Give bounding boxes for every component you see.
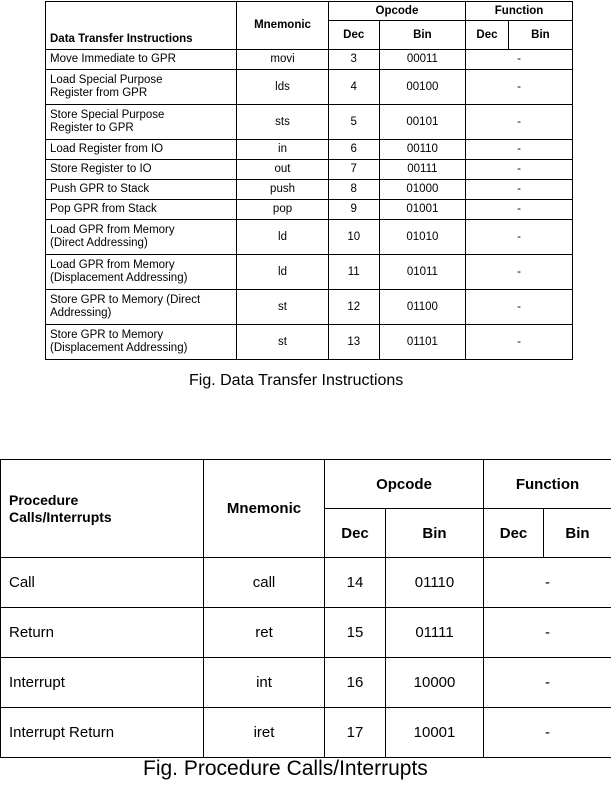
figure-caption-procedure-calls: Fig. Procedure Calls/Interrupts	[143, 757, 428, 780]
mnemonic-cell: st	[237, 290, 329, 325]
function-cell: -	[466, 255, 573, 290]
table-row	[46, 200, 573, 220]
function-cell: -	[484, 558, 611, 608]
opcode-dec-cell: 11	[328, 255, 379, 290]
column-header-function-bin: Bin	[544, 509, 611, 558]
column-header-function-dec: Dec	[484, 509, 544, 558]
table-header-row	[1, 460, 611, 509]
mnemonic-cell: pop	[237, 200, 329, 220]
instruction-name-cell	[46, 140, 237, 160]
instruction-name-line: (Direct Addressing)	[50, 237, 148, 249]
column-header-mnemonic: Mnemonic	[237, 2, 329, 50]
opcode-dec-cell: 9	[328, 200, 379, 220]
column-header-opcode-bin: Bin	[379, 21, 465, 50]
column-header-instruction: Data Transfer Instructions	[46, 2, 237, 50]
instruction-name-cell: Interrupt Return	[1, 708, 204, 758]
column-header-function: Function	[484, 460, 611, 509]
function-cell: -	[466, 180, 573, 200]
mnemonic-cell: movi	[237, 50, 329, 70]
function-cell: -	[466, 105, 573, 140]
opcode-bin-cell: 01101	[379, 325, 465, 360]
opcode-bin-cell: 01110	[386, 558, 484, 608]
function-cell: -	[484, 708, 611, 758]
table-row	[1, 658, 611, 708]
table-row	[46, 220, 573, 255]
opcode-dec-cell: 5	[328, 105, 379, 140]
table-row	[46, 70, 573, 105]
function-cell: -	[484, 658, 611, 708]
table-row	[46, 50, 573, 70]
opcode-bin-cell: 01010	[379, 220, 465, 255]
opcode-bin-cell: 01100	[379, 290, 465, 325]
opcode-dec-cell: 16	[325, 658, 386, 708]
opcode-dec-cell: 7	[328, 160, 379, 180]
instruction-name-line: (Displacement Addressing)	[50, 342, 188, 354]
mnemonic-cell: ld	[237, 220, 329, 255]
function-cell: -	[466, 290, 573, 325]
opcode-bin-cell: 00111	[379, 160, 465, 180]
table-row	[46, 325, 573, 360]
column-header-opcode-bin: Bin	[386, 509, 484, 558]
instruction-name-cell: Interrupt	[1, 658, 204, 708]
table-row	[1, 708, 611, 758]
mnemonic-cell: push	[237, 180, 329, 200]
instruction-name-cell	[46, 70, 237, 105]
function-cell: -	[466, 160, 573, 180]
mnemonic-cell: lds	[237, 70, 329, 105]
opcode-bin-cell: 10001	[386, 708, 484, 758]
function-cell: -	[466, 220, 573, 255]
column-header-opcode: Opcode	[328, 2, 465, 21]
function-cell: -	[484, 608, 611, 658]
opcode-bin-cell: 00101	[379, 105, 465, 140]
opcode-dec-cell: 8	[328, 180, 379, 200]
instruction-name-line: Store Special Purpose	[50, 109, 165, 121]
opcode-dec-cell: 3	[328, 50, 379, 70]
instruction-name-cell	[46, 50, 237, 70]
instruction-name-cell	[46, 105, 237, 140]
table-row	[46, 180, 573, 200]
column-header-opcode-dec: Dec	[325, 509, 386, 558]
opcode-dec-cell: 12	[328, 290, 379, 325]
instruction-name-line: Addressing)	[50, 307, 112, 319]
opcode-dec-cell: 17	[325, 708, 386, 758]
instruction-name-line: Store Register to IO	[50, 163, 152, 175]
mnemonic-cell: iret	[204, 708, 325, 758]
table-row	[46, 255, 573, 290]
column-header-opcode-dec: Dec	[328, 21, 379, 50]
instruction-name-line: Pop GPR from Stack	[50, 203, 157, 215]
opcode-dec-cell: 6	[328, 140, 379, 160]
mnemonic-cell: st	[237, 325, 329, 360]
opcode-dec-cell: 13	[328, 325, 379, 360]
column-header-function-dec: Dec	[466, 21, 509, 50]
mnemonic-cell: ld	[237, 255, 329, 290]
instruction-name-cell	[46, 220, 237, 255]
mnemonic-cell: out	[237, 160, 329, 180]
data-transfer-table	[45, 1, 573, 360]
opcode-dec-cell: 4	[328, 70, 379, 105]
mnemonic-cell: int	[204, 658, 325, 708]
instruction-name-line: Load GPR from Memory	[50, 224, 175, 236]
mnemonic-cell: ret	[204, 608, 325, 658]
mnemonic-cell: in	[237, 140, 329, 160]
opcode-bin-cell: 10000	[386, 658, 484, 708]
procedure-calls-table	[0, 459, 611, 758]
opcode-bin-cell: 01001	[379, 200, 465, 220]
instruction-name-line: (Displacement Addressing)	[50, 272, 188, 284]
function-cell: -	[466, 325, 573, 360]
opcode-bin-cell: 01011	[379, 255, 465, 290]
figure-caption-data-transfer: Fig. Data Transfer Instructions	[189, 372, 404, 389]
function-cell: -	[466, 70, 573, 105]
mnemonic-cell: sts	[237, 105, 329, 140]
opcode-dec-cell: 10	[328, 220, 379, 255]
opcode-bin-cell: 00100	[379, 70, 465, 105]
instruction-name-cell: Return	[1, 608, 204, 658]
function-cell: -	[466, 200, 573, 220]
function-cell: -	[466, 140, 573, 160]
table-header-row	[46, 2, 573, 21]
header-title-line: Procedure	[9, 491, 79, 508]
column-header-function-bin: Bin	[508, 21, 572, 50]
instruction-name-cell	[46, 200, 237, 220]
column-header-procedure	[1, 460, 204, 558]
column-header-function: Function	[466, 2, 573, 21]
instruction-name-line: Store GPR to Memory (Direct	[50, 294, 201, 306]
instruction-name-cell	[46, 160, 237, 180]
instruction-name-cell	[46, 180, 237, 200]
instruction-name-line: Move Immediate to GPR	[50, 53, 176, 65]
instruction-name-line: Load Special Purpose	[50, 74, 163, 86]
instruction-name-cell: Call	[1, 558, 204, 608]
instruction-name-line: Store GPR to Memory	[50, 329, 164, 341]
opcode-bin-cell: 00011	[379, 50, 465, 70]
table-row	[46, 290, 573, 325]
opcode-bin-cell: 01000	[379, 180, 465, 200]
instruction-name-line: Push GPR to Stack	[50, 183, 150, 195]
table-row	[1, 608, 611, 658]
instruction-name-line: Load GPR from Memory	[50, 259, 175, 271]
opcode-dec-cell: 14	[325, 558, 386, 608]
instruction-name-line: Register to GPR	[50, 122, 134, 134]
opcode-dec-cell: 15	[325, 608, 386, 658]
instruction-name-line: Load Register from IO	[50, 143, 164, 155]
table-row	[1, 558, 611, 608]
instruction-name-cell	[46, 255, 237, 290]
table-row	[46, 160, 573, 180]
function-cell: -	[466, 50, 573, 70]
column-header-opcode: Opcode	[325, 460, 484, 509]
instruction-name-line: Register from GPR	[50, 87, 148, 99]
column-header-mnemonic: Mnemonic	[204, 460, 325, 558]
instruction-name-cell	[46, 325, 237, 360]
table-row	[46, 140, 573, 160]
mnemonic-cell: call	[204, 558, 325, 608]
instruction-name-cell	[46, 290, 237, 325]
header-title-line: Calls/Interrupts	[9, 508, 112, 525]
opcode-bin-cell: 01111	[386, 608, 484, 658]
table-row	[46, 105, 573, 140]
opcode-bin-cell: 00110	[379, 140, 465, 160]
